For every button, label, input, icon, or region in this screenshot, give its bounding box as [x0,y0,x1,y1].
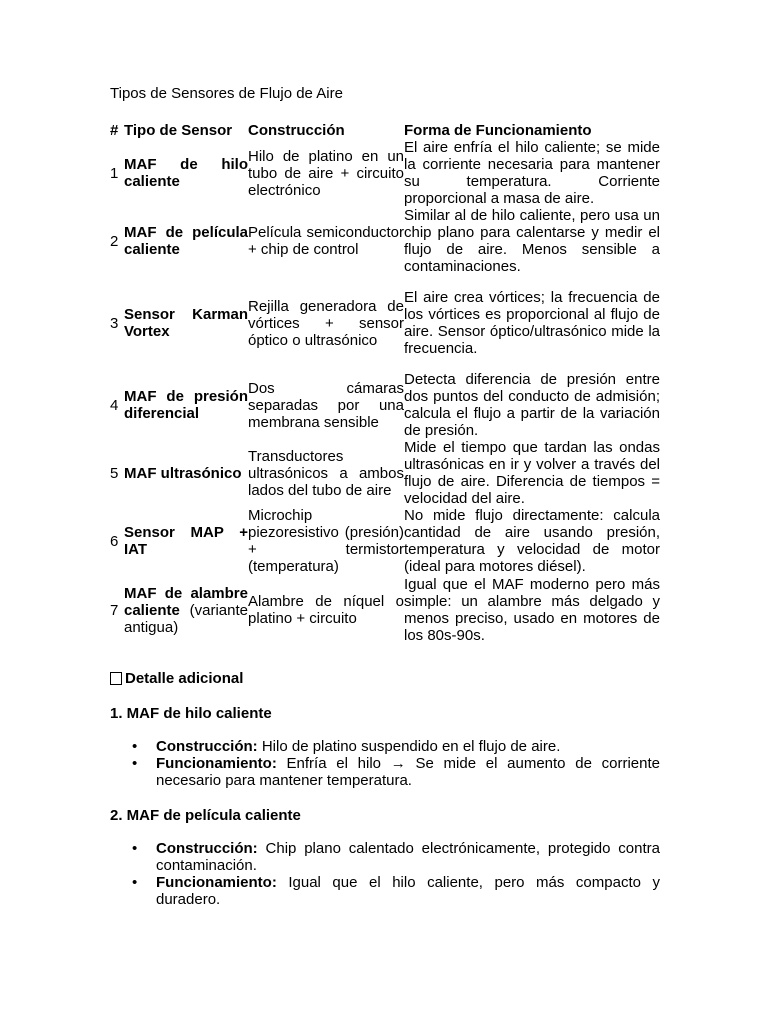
sensor-types-table [110,120,660,645]
table-row [110,371,660,439]
table-row [110,439,660,507]
detail-list [110,840,660,908]
sensor-type-note: (variante antigua) [124,601,248,636]
item-label: Funcionamiento: [156,755,277,772]
row-number: 1 [110,164,119,182]
sensor-type-name: MAF ultrasónico [124,464,242,482]
sensor-type-cell [124,507,248,575]
operation-cell: El aire crea vórtices; la frecuencia de los vórtices es proporcional al flujo de aire. Sensor óptico/ultrasónico mide la frecuencia. [404,289,660,357]
sensor-type-cell [124,139,248,207]
item-label: Construcción: [156,840,258,857]
header-number: # [110,122,119,139]
item-text: Enfría el hilo → Se mide el aumento de corriente necesario para mantener temperatura. [156,755,660,789]
additional-detail-heading: Detalle adicional [110,670,660,687]
detail-list [110,738,660,789]
bullet-icon: • [132,840,138,857]
table-row [110,507,660,575]
row-number: 4 [110,396,119,414]
item-text: Igual que el hilo caliente, pero más compacto y duradero. [156,874,660,908]
row-number: 6 [110,532,119,550]
table-row [110,207,660,275]
list-item [110,755,660,789]
construction-cell: Dos cámaras separadas por una membrana sensible [248,379,404,431]
table-row [110,139,660,207]
row-number: 2 [110,232,119,250]
list-item [110,874,660,908]
table-header-row [110,120,660,139]
table-row [110,575,660,645]
sensor-type-name: Sensor Karman Vortex [124,306,248,340]
item-label: Construcción: [156,738,258,755]
construction-cell: Hilo de platino en un tubo de aire + circuito electrónico [248,147,404,199]
header-sensor-type: Tipo de Sensor [124,122,233,139]
item-text: Hilo de platino suspendido en el flujo de aire. [257,738,561,755]
construction-cell: Película semiconductor + chip de control [248,224,404,258]
sensor-type-name: MAF de presión diferencial [124,388,248,422]
table-row [110,275,660,371]
operation-cell: Detecta diferencia de presión entre dos puntos del conducto de admisión; calcula el flujo a partir de la variación de presión. [404,371,660,439]
sensor-type-name: MAF de película caliente [124,224,248,258]
sensor-type-cell [124,575,248,645]
operation-cell: Mide el tiempo que tardan las ondas ultrasónicas en ir y volver a través del flujo de aire. Diferencia de tiempos = velocidad del aire. [404,439,660,507]
row-number: 5 [110,464,119,482]
sensor-type-cell [124,439,248,507]
construction-cell: Microchip piezoresistivo (presión) + termistor (temperatura) [248,507,404,575]
list-item [110,840,660,874]
construction-cell: Alambre de níquel o platino + circuito [248,593,404,627]
sensor-type-cell [124,275,248,371]
list-item [110,738,660,755]
sensor-type-name: MAF de hilo caliente [124,156,248,190]
missing-glyph-icon [110,672,122,685]
row-number: 7 [110,601,119,619]
header-construction: Construcción [248,122,345,139]
bullet-icon: • [132,738,138,755]
sensor-type-name: Sensor MAP + IAT [124,524,248,558]
sensor-type-cell [124,207,248,275]
construction-cell: Rejilla generadora de vórtices + sensor óptico o ultrasónico [248,297,404,349]
item-text: Chip plano calentado electrónicamente, protegido contra contaminación. [156,840,660,874]
document-title: Tipos de Sensores de Flujo de Aire [110,85,343,102]
header-operation: Forma de Funcionamiento [404,122,592,139]
detail-section-title: 2. MAF de película caliente [110,807,301,824]
bullet-icon: • [132,874,138,891]
construction-cell: Transductores ultrasónicos a ambos lados del tubo de aire [248,447,404,499]
operation-cell: El aire enfría el hilo caliente; se mide la corriente necesaria para mantener su temperatura. Corriente proporcional a masa de aire. [404,139,660,207]
bullet-icon: • [132,755,138,772]
sensor-type-name: MAF de alambre caliente [124,584,248,619]
item-label: Funcionamiento: [156,874,277,891]
operation-cell: No mide flujo directamente: calcula cantidad de aire usando presión, temperatura y velocidad de motor (ideal para motores diésel). [404,507,660,575]
operation-cell: Igual que el MAF moderno pero más simple: un alambre más delgado y menos preciso, usado en motores de los 80s-90s. [404,576,660,644]
operation-cell: Similar al de hilo caliente, pero usa un chip plano para calentarse y medir el flujo de aire. Menos sensible a contaminaciones. [404,207,660,275]
sensor-type-cell [124,371,248,439]
row-number: 3 [110,314,119,332]
table-body [110,139,660,645]
detail-section-title: 1. MAF de hilo caliente [110,705,272,722]
